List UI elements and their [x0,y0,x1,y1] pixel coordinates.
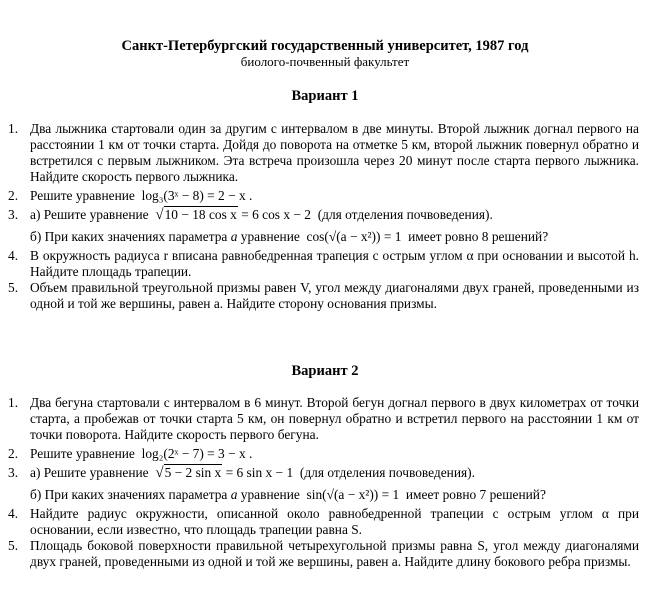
task-prefix: Решите уравнение [30,188,135,203]
sqrt-icon: √ [155,465,164,481]
variant-2-title: Вариант 2 [291,363,359,379]
task-note: (для отделения почвоведения). [299,465,475,480]
task-prefix: а) Решите уравнение [30,207,149,222]
equation-rhs: = 6 cos x − 2 [241,207,311,222]
task-item [8,446,639,462]
task-text: Площадь боковой поверхности правильной четырехугольной призмы равна S, угол между диагоналями двух граней, проведенными из одной и той же вершины, равен a. Найдите длину бокового ребра призмы. [30,538,639,569]
task-item [8,207,639,245]
task-number: 2. [8,446,19,461]
subtask-b [8,229,639,245]
task-item [8,188,639,204]
task-text: Найдите радиус окружности, описанной около равнобедренной трапеции с острым углом α при основании, если известно, что площадь трапеции равна S. [30,506,639,537]
task-item [8,248,639,280]
parameter: a [230,229,238,244]
subtask-mid: уравнение [240,487,300,502]
task-note: (для отделения почвоведения). [317,207,493,222]
radicand: 5 − 2 sin x [164,465,222,480]
task-prefix: а) Решите уравнение [30,465,149,480]
task-item [8,538,639,570]
task-prefix: Решите уравнение [30,446,135,461]
task-text: Два лыжника стартовали один за другим с интервалом в две минуты. Второй лыжник догнал первого на расстоянии 1 км от точки старта. Дойдя до поворота на отметке 5 км, второй лыжник повернул обратно и встретился с первым лыжником. Эта встреча произошла через 20 минут после старта первого лыжника. Найдите скорость первого лыжника. [30,121,639,184]
task-number: 4. [8,506,19,521]
task-item [8,506,639,538]
task-number: 1. [8,121,19,136]
equation: log₃(3ˣ − 8) = 2 − x . [141,188,253,203]
task-text: Объем правильной треугольной призмы равен V, угол между диагоналями двух граней, проведенными из одной и той же вершины, равен a. Найдите сторону основания призмы. [30,280,639,311]
task-item [8,121,639,185]
task-text: Два бегуна стартовали с интервалом в 6 минут. Второй бегун догнал первого в двух километрах от точки старта, а пробежав от точки старта 5 км, он повернул обратно и встретил первого на расстоянии 1 км от точки поворота. Найдите скорость первого бегуна. [30,395,639,442]
document-title: Санкт-Петербургский государственный университет, 1987 год [121,38,529,54]
subtask-prefix: б) При каких значениях параметра [30,487,228,502]
equation: log₂(2ˣ − 7) = 3 − x . [141,446,253,461]
subtask-suffix: имеет ровно 7 решений? [405,487,546,502]
task-item [8,395,639,443]
task-number: 3. [8,465,19,480]
task-item [8,280,639,312]
task-number: 5. [8,280,19,295]
variant-1-task-list [8,121,639,312]
subtask-mid: уравнение [240,229,300,244]
equation: sin(√(a − x²)) = 1 [306,487,400,502]
task-number: 4. [8,248,19,263]
sqrt-icon: √ [155,207,164,223]
subtask-b [8,487,639,503]
task-number: 3. [8,207,19,222]
variant-1-title: Вариант 1 [291,88,359,104]
task-number: 1. [8,395,19,410]
task-text: В окружность радиуса r вписана равнобедренная трапеция с острым углом α при основании и высотой h. Найдите площадь трапеции. [30,248,639,279]
equation-rhs: = 6 sin x − 1 [225,465,294,480]
task-number: 5. [8,538,19,553]
equation: cos(√(a − x²)) = 1 [306,229,402,244]
parameter: a [230,487,238,502]
document-subtitle: биолого-почвенный факультет [240,54,410,69]
subtask-prefix: б) При каких значениях параметра [30,229,228,244]
radicand: 10 − 18 cos x [164,207,237,222]
task-item [8,465,639,503]
variant-2-task-list [8,395,639,570]
task-number: 2. [8,188,19,203]
subtask-suffix: имеет ровно 8 решений? [408,229,549,244]
